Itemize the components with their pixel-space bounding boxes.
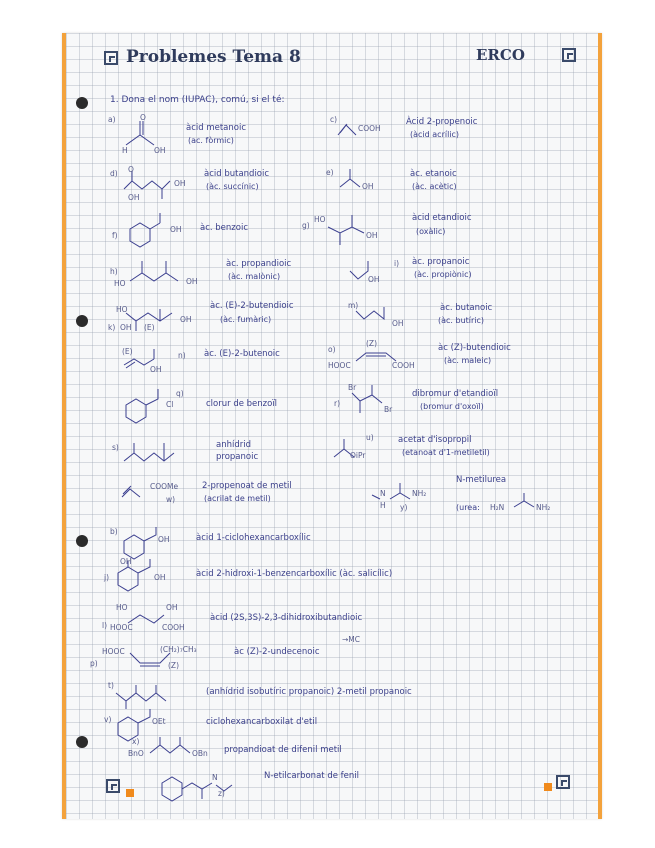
- atom-label: NH₂: [412, 489, 427, 498]
- compound-common-name: (àc. propiònic): [414, 270, 472, 279]
- formula-label: OEt: [152, 717, 166, 726]
- atom-label: OiPr: [350, 451, 366, 460]
- atom-label: Br: [348, 383, 357, 392]
- atom-label: N: [212, 773, 218, 782]
- item-label: y): [400, 503, 408, 512]
- atom-label: H₂N: [490, 503, 505, 512]
- item-label: i): [394, 259, 400, 268]
- atom-label: OH: [154, 573, 166, 582]
- item-label: e): [326, 168, 334, 177]
- atom-label: OH: [368, 275, 380, 284]
- structure-n-methylurea: [368, 481, 428, 515]
- atom-label: OH: [120, 323, 132, 332]
- compound-name: àcid butandioic: [204, 169, 270, 179]
- atom-label: OH: [166, 603, 178, 612]
- atom-label: OH: [150, 365, 162, 374]
- compound-common-name: (oxàlic): [416, 227, 446, 236]
- formula-label: COOMe: [150, 482, 179, 491]
- atom-label: HO: [116, 603, 128, 612]
- binder-hole: [76, 315, 88, 327]
- compound-common-name: (etanoat d'1-metiletil): [402, 448, 490, 457]
- formula-label: OBn: [192, 749, 208, 758]
- compound-common-name: (àcid acrílic): [410, 130, 460, 139]
- compound-common-name: (ac. fòrmic): [188, 136, 234, 145]
- corner-logo-icon: [556, 775, 570, 789]
- item-label: u): [366, 433, 374, 442]
- compound-name: àc. (E)-2-butenoic: [204, 349, 280, 359]
- atom-label: Br: [384, 405, 393, 414]
- item-label: f): [112, 231, 118, 240]
- compound-name: àc. butanoic: [440, 303, 493, 313]
- compound-name: dibromur d'etandioïl: [412, 389, 499, 399]
- compound-name: àc (Z)-butendioic: [438, 343, 511, 353]
- formula-label: HOOC: [328, 361, 351, 370]
- binder-hole: [76, 535, 88, 547]
- orange-marker: [126, 789, 134, 797]
- compound-name: anhídrid propanoic: [216, 440, 259, 462]
- compound-common-name: (àc. acètic): [412, 182, 457, 191]
- corner-logo-icon: [104, 51, 118, 65]
- structure-tartaric-acid: [126, 605, 176, 639]
- atom-label: OH: [170, 225, 182, 234]
- compound-name: N-etilcarbonat de fenil: [264, 771, 359, 781]
- formula-label: COOH: [162, 623, 185, 632]
- item-label: j): [104, 573, 110, 582]
- item-label: c): [330, 115, 338, 124]
- compound-name: clorur de benzoïl: [206, 399, 278, 409]
- binder-hole: [76, 97, 88, 109]
- question-text: 1. Dona el nom (IUPAC), comú, si el té:: [110, 95, 285, 105]
- item-label: x): [132, 737, 140, 746]
- atom-label: HO: [116, 305, 128, 314]
- atom-label: OH: [362, 182, 374, 191]
- atom-label: O: [140, 113, 146, 122]
- structure-propanoic-anhydride: [122, 439, 202, 473]
- compound-common-name: (àc. fumàric): [220, 315, 272, 324]
- compound-common-name: (àc. butíric): [438, 316, 485, 325]
- compound-common-name: (àc. malònic): [228, 272, 281, 281]
- corner-logo-icon: [562, 48, 576, 62]
- item-label: r): [334, 399, 341, 408]
- compound-name: àc. propanoic: [412, 257, 470, 267]
- item-label: n): [178, 351, 186, 360]
- atom-label: OH: [392, 319, 404, 328]
- compound-name: àcid 1-ciclohexancarboxílic: [196, 533, 311, 543]
- atom-label: OH: [180, 315, 192, 324]
- compound-name: Àcid 2-propenoic: [406, 117, 478, 127]
- atom-label: OH: [154, 146, 166, 155]
- atom-label: OH: [158, 535, 170, 544]
- item-label: l): [102, 621, 108, 630]
- compound-name: 2-propenoat de metil: [202, 481, 292, 491]
- item-label: t): [108, 681, 114, 690]
- compound-name: àc. propandioic: [226, 259, 292, 269]
- item-label: w): [166, 495, 176, 504]
- item-label: k): [108, 323, 116, 332]
- structure-malonic-acid: [126, 255, 206, 295]
- compound-name: àc (Z)-2-undecenoic: [234, 647, 320, 657]
- compound-name: N-metilurea: [456, 475, 507, 485]
- atom-label: OH: [174, 179, 186, 188]
- atom-label: N: [380, 489, 386, 498]
- compound-name: àc. etanoic: [410, 169, 457, 179]
- compound-name: acetat d'isopropil: [398, 435, 472, 445]
- atom-label: OH: [186, 277, 198, 286]
- compound-name: àcid etandioic: [412, 213, 472, 223]
- atom-label: OH: [120, 557, 132, 566]
- binder-hole: [76, 736, 88, 748]
- compound-common-name: (bromur d'oxoïl): [420, 402, 484, 411]
- formula-label: (CH₂)₇CH₃: [160, 645, 197, 654]
- compound-name: àc. (E)-2-butendioic: [210, 301, 294, 311]
- item-label: g): [302, 221, 310, 230]
- item-label: d): [110, 169, 118, 178]
- item-label: a): [108, 115, 116, 124]
- compound-common-name: (acrilat de metil): [204, 494, 271, 503]
- item-label: h): [110, 267, 118, 276]
- item-label: p): [90, 659, 98, 668]
- margin-note: →MC: [342, 635, 360, 644]
- item-label: q): [176, 389, 184, 398]
- stereo-label: (Z): [168, 661, 179, 670]
- stereo-label: (E): [144, 323, 155, 332]
- item-label: b): [110, 527, 118, 536]
- item-label: s): [112, 443, 119, 452]
- corner-logo-icon: [106, 779, 120, 793]
- item-label: o): [328, 345, 336, 354]
- orange-marker: [544, 783, 552, 791]
- atom-label: NH₂: [536, 503, 551, 512]
- item-label: z): [218, 789, 225, 798]
- formula-label: HOOC: [102, 647, 125, 656]
- brand-label: ERCO: [476, 46, 525, 64]
- page-title: Problemes Tema 8: [126, 47, 301, 67]
- notebook-page: [62, 33, 602, 819]
- atom-label: H: [122, 146, 128, 155]
- stereo-label: (Z): [366, 339, 377, 348]
- compound-name: àc. benzoic: [200, 223, 248, 233]
- atom-label: O: [128, 165, 134, 174]
- atom-label: OH: [128, 193, 140, 202]
- atom-label: OH: [366, 231, 378, 240]
- compound-name: (anhídrid isobutíric propanoic) 2-metil propanoic: [206, 687, 412, 697]
- formula-label: COOH: [392, 361, 415, 370]
- atom-label: HO: [314, 215, 326, 224]
- atom-label: H: [380, 501, 386, 510]
- formula-label: COOH: [358, 124, 381, 133]
- atom-label: HO: [114, 279, 126, 288]
- compound-name: àcid (2S,3S)-2,3-dihidroxibutandioic: [210, 613, 363, 623]
- compound-common-name: (àc. succínic): [206, 182, 259, 191]
- formula-label: BnO: [128, 749, 144, 758]
- item-label: v): [104, 715, 112, 724]
- compound-name: àcid metanoic: [186, 123, 247, 133]
- compound-name: propandioat de difenil metil: [224, 745, 342, 755]
- compound-common-name: (urea:: [456, 503, 480, 512]
- compound-name: ciclohexancarboxilat d'etil: [206, 717, 318, 727]
- compound-common-name: (àc. maleic): [444, 356, 492, 365]
- item-label: m): [348, 301, 359, 310]
- structure-phenyl-n-ethylcarbamate: [156, 769, 246, 809]
- atom-label: Cl: [166, 400, 174, 409]
- formula-label: HOOC: [110, 623, 133, 632]
- structure-benzoic-acid: [120, 213, 180, 257]
- compound-name: àcid 2-hidroxi-1-benzencarboxílic (àc. salicílic): [196, 569, 393, 579]
- stereo-label: (E): [122, 347, 133, 356]
